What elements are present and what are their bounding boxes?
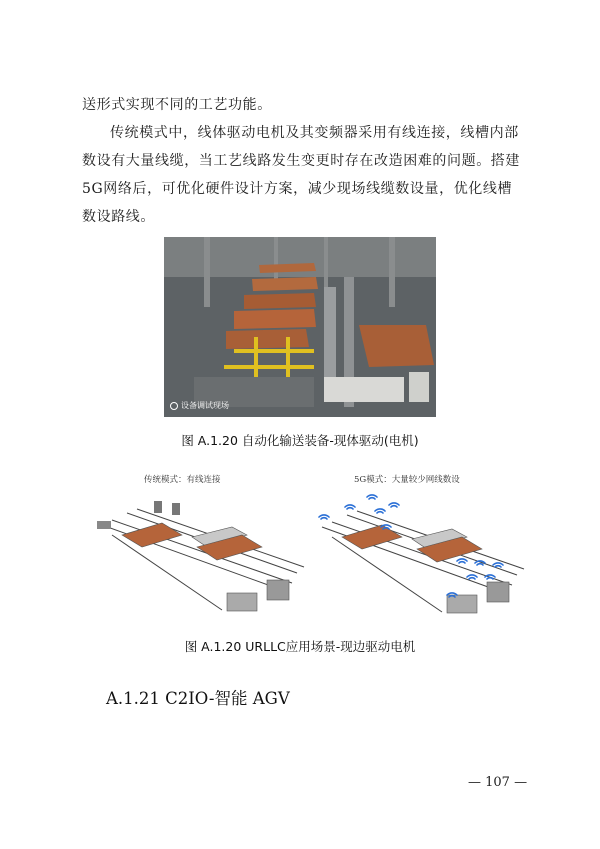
wifi-icon [389,503,399,507]
body-paragraph-1: 送形式实现不同的工艺功能。 [82,97,272,113]
diagram-traditional-label: 传统模式：有线连接 [144,475,221,485]
wifi-icon [375,509,385,513]
photo-watermark [170,400,229,411]
diagram-5g [302,465,532,625]
watermark-icon [170,402,178,410]
figure-2-caption: 图 A.1.20 URLLC应用场景-现边驱动电机 [184,639,416,654]
wifi-icon [457,559,467,563]
diagram-traditional [82,465,312,625]
body-paragraph-2: 传统模式中，线体驱动电机及其变频器采用有线连接，线槽内部数设有大量线缆，当工艺线路发生变更时存在改造困难的问题。搭建5G网络后，可优化硬件设计方案，减少现场线缆数设量，优化线槽数设路线。 [82,125,520,225]
traditional-conveyor-illustration [82,465,312,625]
wifi-icon [467,575,477,579]
section-heading: A.1.21 C2IO-智能 AGV [106,689,290,708]
figure-1-caption: 图 A.1.20 自动化输送装备-现体驱动(电机) [181,433,419,448]
factory-photo [164,237,436,417]
diagram-5g-label: 5G模式：大量较少网线数设 [354,475,460,485]
wifi-icon [345,505,355,509]
wifi-icon [319,515,329,519]
photo-overlay-text: 设备调试现场 [181,401,229,410]
factory-photo-illustration [164,237,436,417]
5g-conveyor-illustration [302,465,532,625]
page-number: — 107 — [468,775,528,790]
wifi-icon [493,563,503,567]
wifi-icon [367,495,377,499]
wifi-icon [485,575,495,579]
